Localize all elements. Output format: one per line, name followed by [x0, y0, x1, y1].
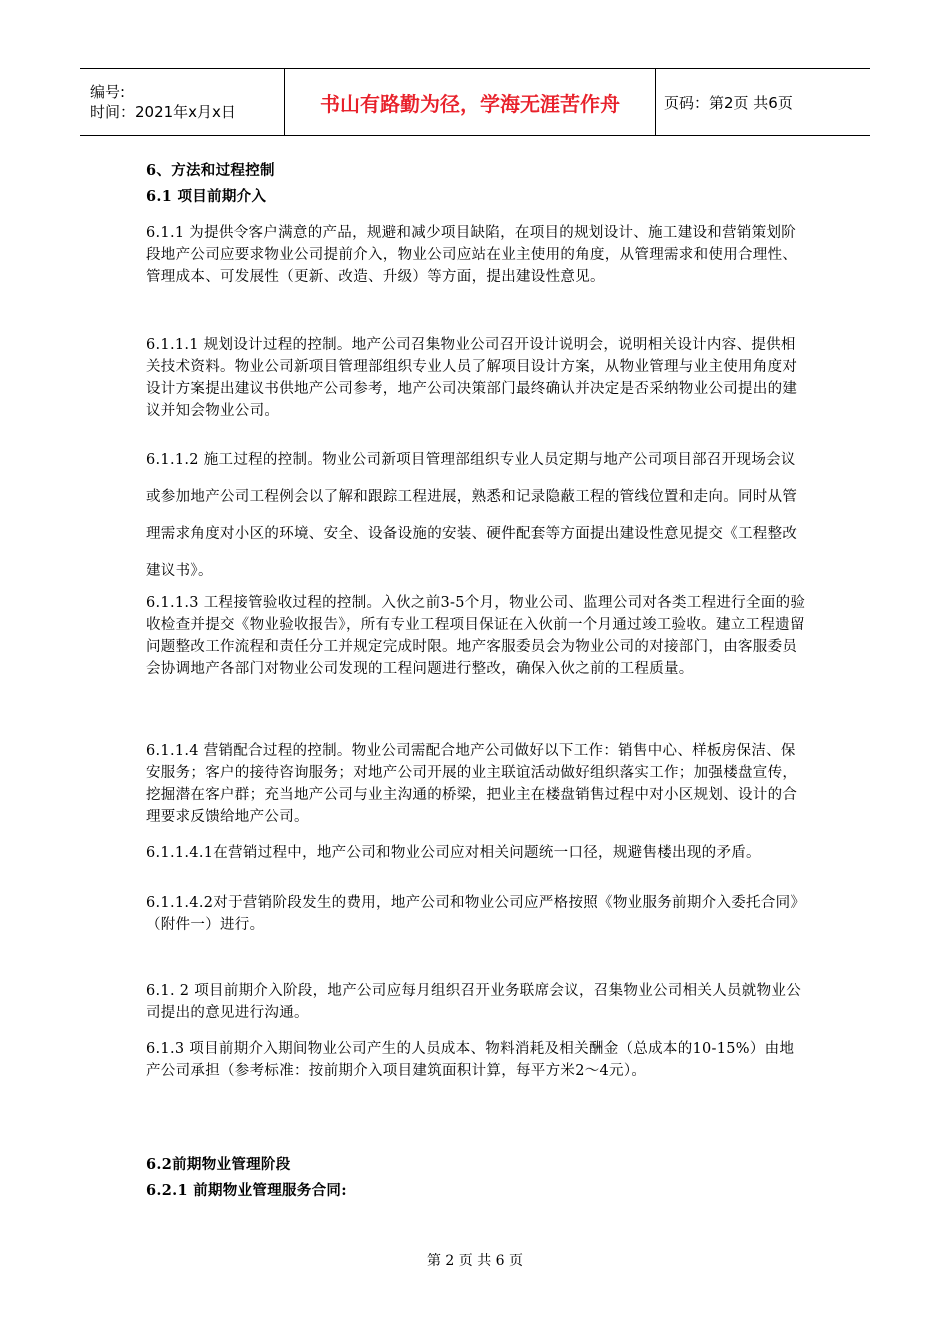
paragraph-6-1-1-3: 6.1.1.3 工程接管验收过程的控制。入伙之前3-5个月，物业公司、监理公司对各类工程进行全面的验收检查并提交《物业验收报告》，所有专业工程项目保证在入伙前一个月通过竣工验收。建立工程遗留问题整改工作流程和责任分工并规定完成时限。地产客服委员会为物业公司的对接部门，由客服委员会协调地产各部门对物业公司发现的工程问题进行整改，确保入伙之前的工程质量。: [146, 595, 806, 677]
page-footer: 第 2 页 共 6 页: [426, 1253, 524, 1269]
header-meta: [80, 69, 284, 135]
motto: 书山有路勤为径，学海无涯苦作舟: [320, 91, 620, 116]
paragraph-6-1-1-4: 6.1.1.4 营销配合过程的控制。物业公司需配合地产公司做好以下工作：销售中心、样板房保洁、保安服务；客户的接待咨询服务；对地产公司开展的业主联谊活动做好组织落实工作；加强楼盘宣传，挖掘潜在客户群；充当地产公司与业主沟通的桥梁，把业主在楼盘销售过程中对小区规划、设计的合理要求反馈给地产公司。: [146, 743, 798, 825]
section-heading-6-2-1: 6.2.1 前期物业管理服务合同:: [146, 1182, 347, 1199]
section-heading-6-2: 6.2前期物业管理阶段: [146, 1156, 291, 1173]
page-header: [80, 68, 870, 136]
paragraph-6-1-1-2: 6.1.1.2 施工过程的控制。物业公司新项目管理部组织专业人员定期与地产公司项目部召开现场会议或参加地产公司工程例会以了解和跟踪工程进展，熟悉和记录隐蔽工程的管线位置和走向。同时从管理需求角度对小区的环境、安全、设备设施的安装、硬件配套等方面提出建设性意见提交《工程整改建议书》。: [146, 452, 798, 579]
paragraph-6-1-3: 6.1.3 项目前期介入期间物业公司产生的人员成本、物料消耗及相关酬金（总成本的10-15%）由地产公司承担（参考标准：按前期介入项目建筑面积计算，每平方米2～4元）。: [146, 1041, 795, 1079]
time-label: 时间：2021年x月x日: [90, 103, 236, 121]
section-heading-6: 6、方法和过程控制: [146, 162, 275, 179]
paragraph-6-1-1-4-2: 6.1.1.4.2对于营销阶段发生的费用，地产公司和物业公司应严格按照《物业服务前期介入委托合同》（附件一）进行。: [146, 895, 806, 933]
paragraph-6-1-1: 6.1.1 为提供令客户满意的产品，规避和减少项目缺陷，在项目的规划设计、施工建设和营销策划阶段地产公司应要求物业公司提前介入，物业公司应站在业主使用的角度，从管理需求和使用合理性、管理成本、可发展性（更新、改造、升级）等方面，提出建设性意见。: [146, 225, 798, 285]
page-info: 页码：第2页 共6页: [664, 93, 793, 112]
paragraph-6-1-2: 6.1. 2 项目前期介入阶段，地产公司应每月组织召开业务联席会议，召集物业公司相关人员就物业公司提出的意见进行沟通。: [146, 983, 802, 1021]
paragraph-6-1-1-4-1: 6.1.1.4.1在营销过程中，地产公司和物业公司应对相关问题统一口径，规避售楼出现的矛盾。: [146, 845, 761, 861]
header-motto-cell: [284, 69, 656, 135]
section-heading-6-1: 6.1 项目前期介入: [146, 188, 267, 205]
number-label: 编号:: [90, 83, 126, 101]
paragraph-6-1-1-1: 6.1.1.1 规划设计过程的控制。地产公司召集物业公司召开设计说明会，说明相关设计内容、提供相关技术资料。物业公司新项目管理部组织专业人员了解项目设计方案，从物业管理与业主使用角度对设计方案提出建议书供地产公司参考，地产公司决策部门最终确认并决定是否采纳物业公司提出的建议并知会物业公司。: [146, 337, 798, 419]
